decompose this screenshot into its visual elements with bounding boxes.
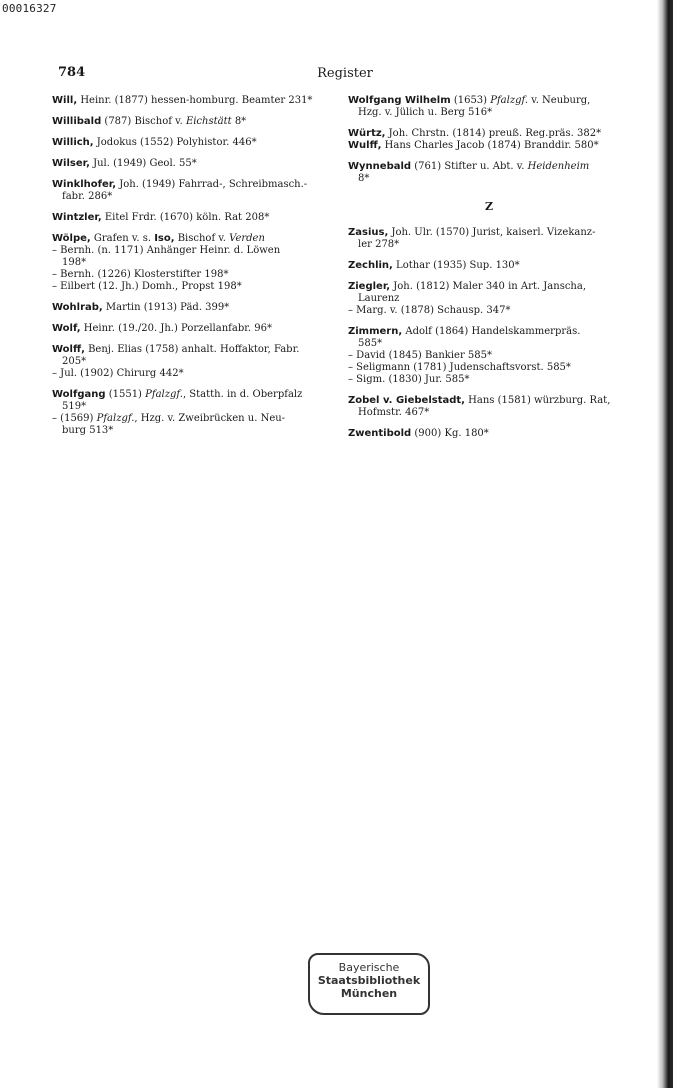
- register-entry: Zasius, Joh. Ulr. (1570) Jurist, kaiserl. Vizekanz- ler 278*: [348, 227, 596, 250]
- entry-headword: Winklhofer,: [52, 179, 117, 190]
- entry-headword: Zechlin,: [348, 260, 393, 271]
- sub-entry: – Eilbert (12. Jh.) Domh., Propst 198*: [52, 281, 242, 292]
- register-entry: Ziegler, Joh. (1812) Maler 340 in Art. Janscha, Laurenz – Marg. v. (1878) Schausp. 347*: [348, 281, 630, 317]
- register-entry: Wynnebald (761) Stifter u. Abt. v. Heidenheim 8*: [348, 161, 590, 184]
- entry-headword: Zobel v. Giebelstadt,: [348, 395, 465, 406]
- entry-headword: Zasius,: [348, 227, 389, 238]
- entry-headword: Wolf,: [52, 323, 81, 334]
- entry-headword: Willibald: [52, 116, 102, 127]
- entry-headword: Wulff,: [348, 140, 382, 151]
- register-entry: Zechlin, Lothar (1935) Sup. 130*: [348, 260, 520, 271]
- entry-headword: Zimmern,: [348, 326, 403, 337]
- page-edge-shadow: [657, 0, 673, 1088]
- register-entry: Wohlrab, Martin (1913) Päd. 399*: [52, 302, 230, 313]
- entry-headword: Wintzler,: [52, 212, 102, 223]
- register-entry: Zobel v. Giebelstadt, Hans (1581) würzburg. Rat, Hofmstr. 467*: [348, 395, 611, 418]
- sub-entry: – Seligmann (1781) Judenschaftsvorst. 585*: [348, 362, 571, 373]
- register-entry: Zwentibold (900) Kg. 180*: [348, 428, 489, 439]
- register-entry: Wolff, Benj. Elias (1758) anhalt. Hoffaktor, Fabr. 205* – Jul. (1902) Chirurg 442*: [52, 344, 335, 380]
- register-entry: Wulff, Hans Charles Jacob (1874) Branddir. 580*: [348, 140, 599, 151]
- entry-headword: Würtz,: [348, 128, 386, 139]
- sub-entry: – David (1845) Bankier 585*: [348, 350, 492, 361]
- entry-headword: Willich,: [52, 137, 94, 148]
- left-column: [52, 95, 335, 446]
- right-column: [348, 95, 630, 449]
- register-entry: Wolf, Heinr. (19./20. Jh.) Porzellanfabr. 96*: [52, 323, 272, 334]
- entry-headword: Will,: [52, 95, 78, 106]
- library-stamp: Bayerische Staatsbibliothek München: [308, 953, 430, 1015]
- entry-headword: Ziegler,: [348, 281, 391, 292]
- sub-entry: – Marg. v. (1878) Schausp. 347*: [348, 305, 511, 316]
- register-entry: Wolfgang (1551) Pfalzgf., Statth. in d. Oberpfalz 519* – (1569) Pfalzgf., Hzg. v. Zweibrücken u. Neu- burg 513*: [52, 389, 335, 437]
- register-entry: Willich, Jodokus (1552) Polyhistor. 446*: [52, 137, 257, 148]
- register-entry: Wintzler, Eitel Frdr. (1670) köln. Rat 208*: [52, 212, 270, 223]
- entry-headword: Wohlrab,: [52, 302, 103, 313]
- register-entry: Wolfgang Wilhelm (1653) Pfalzgf. v. Neuburg, Hzg. v. Jülich u. Berg 516*: [348, 95, 591, 118]
- scan-id: 00016327: [2, 2, 57, 15]
- running-head: Register: [317, 66, 373, 81]
- entry-headword: Wolfgang: [52, 389, 106, 400]
- register-entry: Würtz, Joh. Chrstn. (1814) preuß. Reg.präs. 382*: [348, 128, 602, 139]
- entry-headword: Wolfgang Wilhelm: [348, 95, 451, 106]
- entry-headword: Wilser,: [52, 158, 90, 169]
- register-entry: Wilser, Jul. (1949) Geol. 55*: [52, 158, 197, 169]
- register-entry: Winklhofer, Joh. (1949) Fahrrad-, Schreibmasch.- fabr. 286*: [52, 179, 308, 202]
- entry-headword: Zwentibold: [348, 428, 412, 439]
- sub-entry: – (1569) Pfalzgf., Hzg. v. Zweibrücken u. Neu- burg 513*: [52, 413, 286, 436]
- register-entry: Wölpe, Grafen v. s. Iso, Bischof v. Verden – Bernh. (n. 1171) Anhänger Heinr. d. Löwen 198* – Bernh. (1226) Klosterstifter 198* – Eilbert (12. Jh.) Domh., Propst 198*: [52, 233, 335, 293]
- section-letter: Z: [484, 200, 494, 213]
- sub-entry: – Bernh. (n. 1171) Anhänger Heinr. d. Löwen 198*: [52, 245, 281, 268]
- page-number: 784: [58, 65, 86, 80]
- sub-entry: – Jul. (1902) Chirurg 442*: [52, 368, 184, 379]
- entry-headword: Wynnebald: [348, 161, 412, 172]
- register-entry: Will, Heinr. (1877) hessen-homburg. Beamter 231*: [52, 95, 313, 106]
- sub-entry: – Sigm. (1830) Jur. 585*: [348, 374, 470, 385]
- register-entry: Zimmern, Adolf (1864) Handelskammerpräs. 585* – David (1845) Bankier 585* – Seligmann (1781) Judenschaftsvorst. 585* – Sigm. (1830) Jur. 585*: [348, 326, 630, 386]
- sub-entry: – Bernh. (1226) Klosterstifter 198*: [52, 269, 229, 280]
- entry-headword: Wölpe,: [52, 233, 91, 244]
- entry-headword: Wolff,: [52, 344, 85, 355]
- register-entry: Willibald (787) Bischof v. Eichstätt 8*: [52, 116, 247, 127]
